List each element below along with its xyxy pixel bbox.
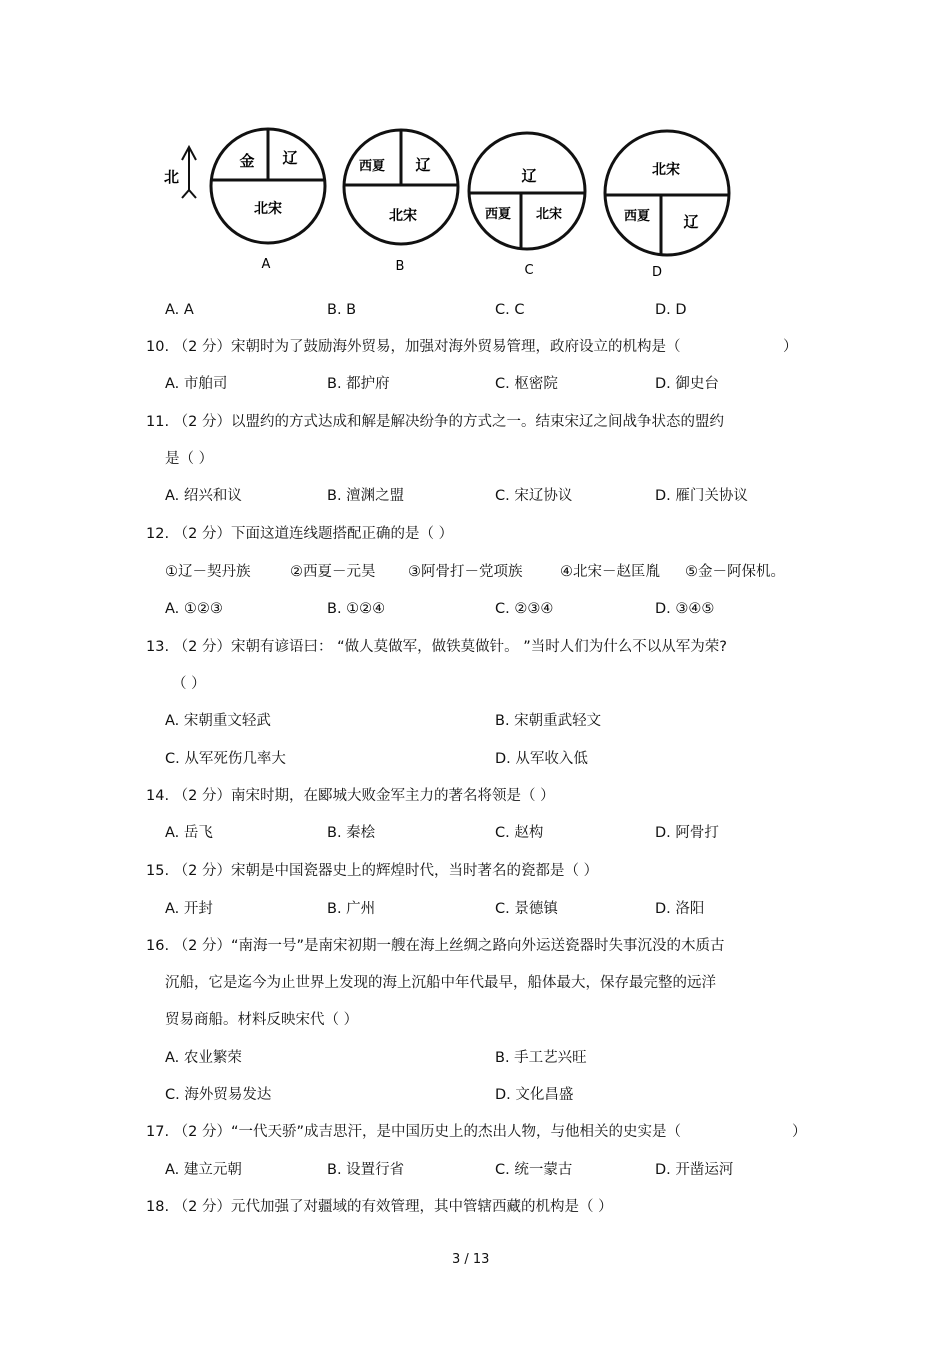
circle-c-region-1: 辽 (521, 167, 537, 185)
circle-c-region-3: 北宋 (535, 207, 563, 222)
q16-option-c: C. 海外贸易发达 (165, 1087, 272, 1103)
q9-option-a: A. A (165, 302, 194, 318)
q15-option-b: B. 广州 (327, 901, 376, 917)
q14-option-d: D. 阿骨打 (655, 825, 719, 841)
circle-a-letter: A (261, 257, 271, 272)
q12-item-2: ②西夏－元昊 (290, 564, 376, 580)
q13-option-a: A. 宋朝重文轻武 (165, 713, 271, 729)
territory-diagram (0, 0, 950, 290)
circle-c-letter: C (524, 263, 534, 278)
q17-option-a: A. 建立元朝 (165, 1162, 242, 1178)
q16-stem-line2: 沉船，它是迄今为止世界上发现的海上沉船中年代最早，船体最大，保存最完整的远洋 (165, 975, 716, 991)
q13-stem: 13. （2 分）宋朝有谚语曰： “做人莫做军，做铁莫做针。 ”当时人们为什么不以从军为荣? (146, 639, 727, 655)
q12-option-c: C. ②③④ (495, 601, 554, 617)
q9-option-b: B. B (327, 302, 357, 318)
q17-option-b: B. 设置行省 (327, 1162, 405, 1178)
circle-d-region-1: 北宋 (652, 162, 680, 178)
circle-d (605, 131, 729, 255)
circle-b-region-1: 西夏 (358, 159, 386, 174)
q10-stem: 10. （2 分）宋朝时为了鼓励海外贸易，加强对海外贸易管理，政府设立的机构是（ (146, 339, 681, 355)
circle-d-letter: D (651, 265, 663, 280)
circle-a (211, 129, 325, 243)
circle-b-letter: B (395, 259, 405, 274)
q12-option-d: D. ③④⑤ (655, 601, 715, 617)
q13-stem-line2: （ ） (172, 676, 206, 692)
q9-option-c: C. C (495, 302, 525, 318)
q11-option-c: C. 宋辽协议 (495, 488, 573, 504)
q15-option-c: C. 景德镇 (495, 901, 558, 917)
circle-a-region-3: 北宋 (254, 201, 282, 217)
q13-option-d: D. 从军收入低 (495, 751, 588, 767)
circle-c (469, 133, 585, 249)
north-arrow-icon (182, 147, 196, 198)
q16-option-a: A. 农业繁荣 (165, 1050, 242, 1066)
circle-c-region-2: 西夏 (484, 207, 512, 222)
circle-b-region-2: 辽 (415, 156, 431, 174)
q12-item-3: ③阿骨打－党项族 (408, 564, 523, 580)
circle-b-region-3: 北宋 (389, 208, 417, 224)
q15-stem: 15. （2 分）宋朝是中国瓷器史上的辉煌时代，当时著名的瓷都是（ ） (146, 863, 599, 879)
q13-option-b: B. 宋朝重武轻文 (495, 713, 602, 729)
q16-option-b: B. 手工艺兴旺 (495, 1050, 587, 1066)
q10-close: ） (783, 339, 798, 355)
q12-stem: 12. （2 分）下面这道连线题搭配正确的是（ ） (146, 526, 454, 542)
q13-option-c: C. 从军死伤几率大 (165, 751, 286, 767)
q12-option-a: A. ①②③ (165, 601, 223, 617)
north-label: 北 (164, 168, 180, 186)
q10-option-c: C. 枢密院 (495, 376, 558, 392)
q17-option-c: C. 统一蒙古 (495, 1162, 573, 1178)
q11-option-b: B. 澶渊之盟 (327, 488, 405, 504)
q12-item-4: ④北宋－赵匡胤 (560, 564, 660, 580)
q11-option-a: A. 绍兴和议 (165, 488, 242, 504)
q17-stem: 17. （2 分）“一代天骄”成吉思汗，是中国历史上的杰出人物，与他相关的史实是（ (146, 1124, 682, 1140)
q10-option-a: A. 市舶司 (165, 376, 228, 392)
q15-option-a: A. 开封 (165, 901, 213, 917)
page-number: 3 / 13 (452, 1252, 490, 1267)
circle-a-region-2: 辽 (282, 149, 298, 167)
q16-stem-line1: 16. （2 分）“南海一号”是南宋初期一艘在海上丝绸之路向外运送瓷器时失事沉没的木质古 (146, 938, 725, 954)
q12-option-b: B. ①②④ (327, 601, 386, 617)
q14-option-c: C. 赵构 (495, 825, 544, 841)
q14-stem: 14. （2 分）南宋时期，在郾城大败金军主力的著名将领是（ ） (146, 788, 555, 804)
circle-d-region-3: 辽 (683, 213, 699, 231)
q14-option-a: A. 岳飞 (165, 825, 213, 841)
q12-item-5: ⑤金－阿保机。 (685, 564, 785, 580)
q15-option-d: D. 洛阳 (655, 901, 705, 917)
q14-option-b: B. 秦桧 (327, 825, 376, 841)
q10-option-b: B. 都护府 (327, 376, 390, 392)
q10-option-d: D. 御史台 (655, 376, 719, 392)
q11-option-d: D. 雁门关协议 (655, 488, 748, 504)
q17-option-d: D. 开凿运河 (655, 1162, 734, 1178)
q11-stem-line1: 11. （2 分）以盟约的方式达成和解是解决纷争的方式之一。结束宋辽之间战争状态的盟约 (146, 414, 724, 430)
q18-stem: 18. （2 分）元代加强了对疆域的有效管理，其中管辖西藏的机构是（ ） (146, 1199, 613, 1215)
q11-stem-line2: 是（ ） (165, 451, 214, 467)
circle-b (344, 130, 458, 244)
q9-option-d: D. D (655, 302, 687, 318)
q16-stem-line3: 贸易商船。材料反映宋代（ ） (165, 1012, 359, 1028)
q17-close: ） (792, 1124, 807, 1140)
q12-item-1: ①辽－契丹族 (165, 564, 251, 580)
q16-option-d: D. 文化昌盛 (495, 1087, 574, 1103)
circle-d-region-2: 西夏 (623, 209, 651, 224)
circle-a-region-1: 金 (239, 152, 255, 170)
